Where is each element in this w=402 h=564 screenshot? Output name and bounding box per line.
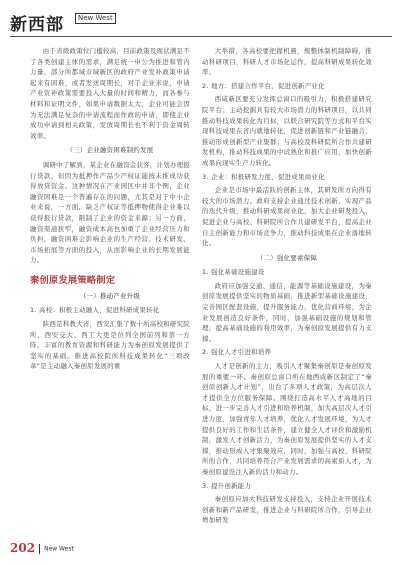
item-heading: 1. 强化基础设施建设 xyxy=(202,268,265,277)
subheading: （二）强化要素保障 xyxy=(256,253,318,262)
paragraph: 陕西是科教大省，西安汇集了数十所高校和研究院所，西安交大、西工大更是位列全国前列和第一方阵，丰富的教育资源和科研能力为秦创原发展提供了坚实的基础。推进高校院所科技成果转化“三项改革”是主动融入秦创原发展的重 xyxy=(30,320,190,371)
paragraph: 企业是市场中最活跃的创新主体，其研发所方向得有较大的市场潜力。政府支持企业通过技术创新，实现产品的迭代升级，推动科研成果商业化，加大企业研发投入，促进企业与高校、科研院所合作共建研发平台，提高企业自主创新能力和市场竞争力，推动科技成果在企业落地转化。 xyxy=(202,186,372,248)
right-column xyxy=(202,46,372,526)
paragraph: 西咸新区要充分发挥总窗口的吸引力，积极搭建研究院平台；主动挖掘具有较大市场潜力的科研项目，以共同推动科技成果转化为目标，以联合研究院等方式和平台实现科技成果在省内就地转化，促进创新链和产业链融合，推动形成创新型产业集群；与高校及科研院所合作共建研发机构，推动科技成果的中试熟化和推广应用，加快创新成果向现实生产力转化。 xyxy=(202,95,372,167)
item-heading: 1. 高校：积极主动融入，促进科研成果转化 xyxy=(30,306,160,315)
page-footer xyxy=(10,541,74,555)
page-number: 202 xyxy=(10,541,36,555)
paragraph: 由于省级政策位门槛较高，目前政策及现状满足不了各类创建主体的需求，满足统一申公为推进和管内力量，部分所都域市域新区的政府产业发补政策申请起来有困难，或者发送周期长，对于企业来说，申请产业资补政策需要投入大量的时间和精力，而各参与材料和证明文件，如果申请数据太大，企业可能会因为无法满足复杂的申请流程而作政的申请，即使企业成功申请到相关政策，发放周期长也不利于资金周转效率。 xyxy=(30,47,190,140)
paragraph: 秦创原应加大科技研发支持投入，支持企业开展技术创新和新产品研发，推进企业与科研院所合作，引导企业增加研发 xyxy=(202,495,372,525)
left-column xyxy=(30,46,190,372)
item-heading: 3. 提升创新能力 xyxy=(202,481,252,490)
paragraph: 调研中了解到，某企业在融资金获客，计划办理报行贷款，但因为抵押作产品少产权证能按未推成功获得放贷资金。这种情况在产业园区中并非个例，企业融资困难是一个普遍存在的问题，尤其是对于中小企业来说，一方面，缺乏产权证等抵押物使得企业难以获得报行贷款，限制了企业的资金来源；另一方面，融资渠道狭窄，融资成本高也加重了企业经营压力和负担，融资困难会影响企业的生产经营、技术研发、市场拓展等方面的投入，从而影响企业的长期发展能力。 xyxy=(30,160,190,265)
item-heading: 2. 地方：搭建合作平台，促进创新产业化 xyxy=(202,81,325,90)
magazine-logo: 新西部 xyxy=(10,15,64,35)
item-heading: 2. 强化人才引进和培养 xyxy=(202,348,272,357)
header-rule xyxy=(10,36,392,37)
subheading: （三）企业融资困难制约发展 xyxy=(66,146,154,155)
subheading: （一）推动产业升级 xyxy=(79,291,141,300)
item-heading: 3. 企业：积极研发力度，促进成果商业化 xyxy=(202,172,325,181)
paragraph: 人才是创新的主力，吸引人才聚集秦创原是秦创原发展的重要一环。秦创原总窗口所在地西咸新区制定了“秦创原创新人才计划”，出台了多项人才政策，为高层次人才提供全方位服务保障。围绕打造高水平人才高地的目标，进一步完善人才引进和培养机制，加大高层次人才引进力度，加强青年人才培养，优化人才发展环境，为人才提供良好的工作和生活条件，建立健全人才评价和激励机制，激发人才创新活力，为秦创原发展提供坚实的人才支撑，推动形成人才集聚效应，同时，加强与高校、科研院所的合作，共同培养符合产业发展需求的高素质人才，为秦创原建设注入新的活力和动力。 xyxy=(202,362,372,476)
magazine-badge: New West xyxy=(75,13,116,24)
footer-divider xyxy=(39,544,40,554)
page-header xyxy=(0,0,402,38)
paragraph: 大举措，各高校要把握机遇，规整体制机制障碍，推动科研项目，科研人才市场化运作，提高科研成果转化效率。 xyxy=(202,47,372,77)
paragraph: 政府应加强交通、通信、能源等基础设施建设，为秦创原发展提供坚实的物质基础，推进新型基础设施建设，完善园区配套设施，提升服务能力，优化营商环境，为企业发展创造良好条件，同时，加强基础设施的规划和管理，提高基础设施的利用效率，为秦创原发展提供有力支撑。 xyxy=(202,281,372,343)
footer-magazine-name: New West xyxy=(44,545,74,553)
section-heading: 秦创原发展策略制定 xyxy=(30,274,116,286)
